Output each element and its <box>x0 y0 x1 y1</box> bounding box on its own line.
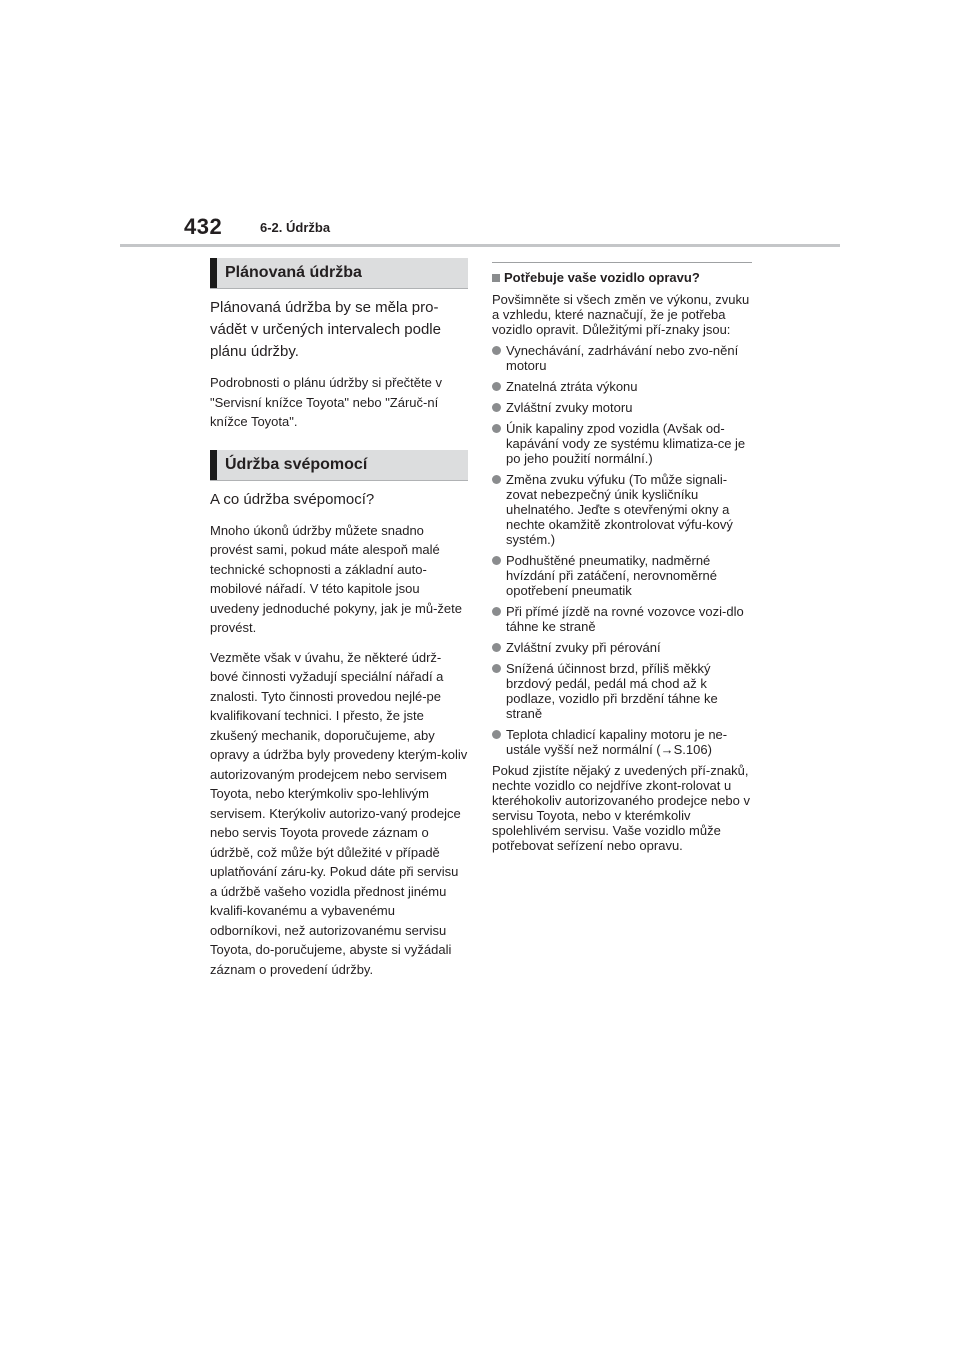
list-item: Snížená účinnost brzd, příliš měkký brzdový pedál, pedál má chod až k podlaze, vozidlo při brzdění táhne ke straně <box>492 661 752 721</box>
subsection-heading-text: Potřebuje vaše vozidlo opravu? <box>504 270 700 285</box>
subsection-rule <box>492 262 752 263</box>
section-lead: Plánovaná údržba by se měla pro-vádět v určených intervalech podle plánu údržby. <box>210 299 441 360</box>
list-item: Podhuštěné pneumatiky, nadměrné hvízdání při zatáčení, nerovnoměrné opotřebení pneumatik <box>492 553 752 598</box>
paragraph: Mnoho úkonů údržby můžete snadno provést sami, pokud máte alespoň malé technické schopnosti a základní auto-mobilové nářadí. V této kapitole jsou uvedeny jednoduché pokyny, jak je mů-žete provést. <box>210 522 462 635</box>
intro-paragraph: Povšimněte si všech změn ve výkonu, zvuku a vzhledu, které naznačují, že je potřeba vozidlo opravit. Důležitými pří-znaky jsou: <box>492 292 750 337</box>
list-item: Zvláštní zvuky motoru <box>492 400 752 415</box>
list-item: Při přímé jízdě na rovné vozovce vozi-dlo táhne ke straně <box>492 604 752 634</box>
list-item: Vynechávání, zadrhávání nebo zvo-nění motoru <box>492 343 752 373</box>
section-heading-self-maintenance: Údržba svépomocí <box>210 450 468 480</box>
section-lead: A co údržba svépomocí? <box>210 490 375 508</box>
bullet-dot-icon <box>492 424 501 433</box>
closing-paragraph: Pokud zjistíte nějaký z uvedených pří-znaků, nechte vozidlo co nejdříve zkont-rolovat u kteréhokoliv autorizovaného prodejce nebo v servisu Toyota, nebo v kterémkoliv spolehlivém servisu. Vaše vozidlo může potřebovat seřízení nebo opravu. <box>492 763 751 853</box>
symptom-list <box>492 343 752 757</box>
list-item: Zvláštní zvuky při pérování <box>492 640 752 655</box>
bullet-dot-icon <box>492 607 501 616</box>
list-item: Únik kapaliny zpod vozidla (Avšak od-kapávání vody ze systému klimatiza-ce je po jeho použití normální.) <box>492 421 752 466</box>
paragraph: Vezměte však v úvahu, že některé údrž-bové činnosti vyžadují speciální nářadí a znalosti. Tyto činnosti provedou nejlé-pe kvalifikovaní technici. I přesto, že jste zkušený mechanik, doporučujeme, aby opravy a údržba byly provedeny kterým-koliv autorizovaným prodejcem nebo servisem Toyota, nebo kterýmkoliv spo-lehlivým servisem. Kterýkoliv autorizo-vaný prodejce nebo servis Toyota provede záznam o údržbě, což může být důležité v případě uplatňování záru-ky. Pokud dáte při servisu a údržbě vašeho vozidla přednost jinému kvalifi-kovanému a vybavenému odborníkovi, než autorizovanému servisu Toyota, do-poručujeme, abyste si vyžádali záznam o provedení údržby. <box>210 649 468 977</box>
page-number: 432 <box>184 214 223 239</box>
chapter-title: 6-2. Údržba <box>260 220 331 235</box>
left-column <box>210 258 468 989</box>
list-item: Změna zvuku výfuku (To může signali-zovat nebezpečný únik kysličníku uhelnatého. Jeďte s otevřenými okny a nechte okamžitě zkontrolovat výfu-kový systém.) <box>492 472 752 547</box>
section-heading-planned-maintenance: Plánovaná údržba <box>210 258 468 288</box>
list-item: Znatelná ztráta výkonu <box>492 379 752 394</box>
paragraph: Podrobnosti o plánu údržby si přečtěte v "Servisní knížce Toyota" nebo "Záruč-ní knížce Toyota". <box>210 375 442 429</box>
bullet-dot-icon <box>492 556 501 565</box>
bullet-dot-icon <box>492 382 501 391</box>
subsection-heading <box>492 269 752 286</box>
right-column <box>492 262 752 859</box>
list-item: Teplota chladicí kapaliny motoru je ne-ustále vyšší než normální (→S.106) <box>492 727 752 757</box>
bullet-dot-icon <box>492 643 501 652</box>
section-heading-underline <box>210 288 468 289</box>
bullet-dot-icon <box>492 346 501 355</box>
bullet-dot-icon <box>492 403 501 412</box>
square-bullet-icon <box>492 274 500 282</box>
bullet-dot-icon <box>492 664 501 673</box>
bullet-dot-icon <box>492 730 501 739</box>
bullet-dot-icon <box>492 475 501 484</box>
header-rule <box>120 244 840 247</box>
section-heading-underline <box>210 480 468 481</box>
